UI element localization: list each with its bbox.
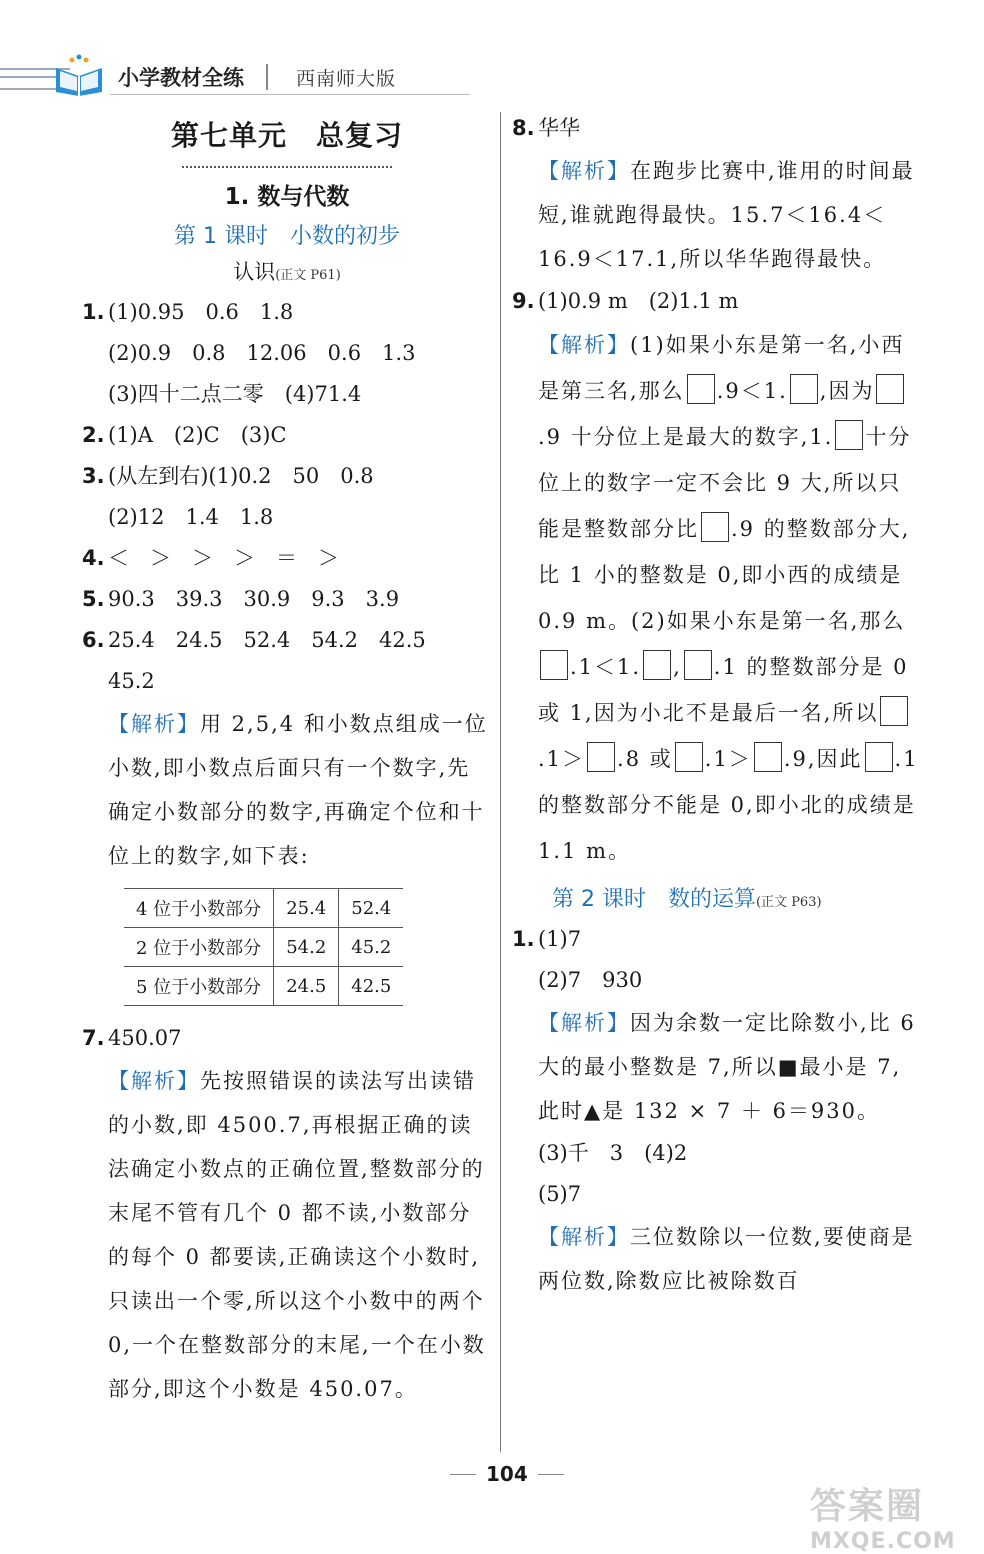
answer-line: (2)0.9 0.8 12.06 0.6 1.3: [108, 341, 416, 365]
left-column: [82, 108, 492, 1411]
q-number: 8.: [512, 116, 535, 140]
header-rule: [110, 94, 470, 95]
table-row: [124, 889, 403, 928]
analysis-text: .1 的整数部分是 0 或 1,因为小北不是最后一名,所以: [538, 655, 909, 725]
blank-box: [835, 420, 863, 450]
table-cell: 4 位于小数部分: [124, 889, 274, 928]
answer-line: (1)0.95 0.6 1.8: [108, 300, 294, 324]
answer-line: 45.2: [108, 669, 155, 693]
analysis-tag: 【解析】: [538, 1011, 630, 1035]
analysis-text: 用 2,5,4 和小数点组成一位小数,即小数点后面只有一个数字,先确定小数部分的数字,再确定个位和十位上的数字,如下表:: [108, 712, 488, 868]
book-logo-icon: [52, 54, 106, 96]
answer-line: (2)12 1.4 1.8: [108, 505, 274, 529]
right-column: [512, 108, 922, 1303]
analysis-text: 先按照错误的读法写出读错的小数,即 4500.7,再根据正确的读法确定小数点的正确位置,整数部分的末尾不管有几个 0 都不读,小数部分的每个 0 都要读,正确读这个小数时,只读出一个零,所以这个小数中的两个 0,一个在整数部分的末尾,一个在小数部分,即这个小数是 450.07。: [108, 1069, 486, 1401]
page-header: [0, 54, 470, 100]
q-number: 1.: [82, 300, 105, 324]
q-number: 4.: [82, 546, 105, 570]
analysis-tag: 【解析】: [538, 1225, 630, 1249]
analysis-text: .9 的整数部分大,比 1 小的整数是 0,即小西的成绩是 0.9 m。(2)如果小东是第一名,那么: [538, 517, 911, 633]
lesson2-question-1: [512, 919, 922, 960]
table-cell: 5 位于小数部分: [124, 967, 274, 1006]
answer-line: (1)0.9 m (2)1.1 m: [538, 289, 739, 313]
watermark-line1: 答案圈: [810, 1486, 925, 1527]
table-cell: 54.2: [274, 928, 339, 967]
table-cell: 45.2: [339, 928, 404, 967]
question-6: [82, 620, 492, 661]
analysis-text: .8 或: [617, 747, 673, 771]
table-cell: 2 位于小数部分: [124, 928, 274, 967]
analysis-text: .9＜1.: [716, 379, 788, 403]
blank-box: [643, 650, 671, 680]
question-8: [512, 108, 922, 149]
answer-line: (1)7: [538, 927, 582, 951]
blank-box: [540, 650, 568, 680]
blank-box: [675, 742, 703, 772]
q-number: 1.: [512, 927, 535, 951]
answer-line: (3)四十二点二零 (4)71.4: [108, 382, 362, 406]
answer-line: 450.07: [108, 1026, 182, 1050]
lesson-2-text: 第 2 课时 数的运算: [552, 887, 756, 912]
page-footer: [440, 1462, 574, 1486]
watermark-line2: MXQE.COM: [810, 1529, 956, 1554]
q-number: 5.: [82, 587, 105, 611]
table-cell: 25.4: [274, 889, 339, 928]
blank-box: [754, 742, 782, 772]
analysis-text: .1＞: [538, 747, 586, 771]
analysis-text: ,: [673, 655, 682, 679]
footer-dash: [538, 1474, 564, 1475]
analysis-text: 三位数除以一位数,要使商是两位数,除数应比被除数百: [538, 1225, 915, 1293]
answer-line: ＜ ＞ ＞ ＞ ＝ ＞: [108, 546, 339, 570]
q-number: 3.: [82, 464, 105, 488]
analysis-tag: 【解析】: [538, 159, 630, 183]
blank-box: [684, 650, 712, 680]
table-cell: 24.5: [274, 967, 339, 1006]
column-divider: [500, 112, 501, 1452]
answer-line: 90.3 39.3 30.9 9.3 3.9: [108, 587, 400, 611]
series-title: 小学教材全练: [118, 66, 244, 90]
blank-box: [687, 374, 715, 404]
header-separator: [266, 64, 268, 90]
question-5: [82, 579, 492, 620]
footer-dash: [450, 1474, 476, 1475]
q-number: 7.: [82, 1026, 105, 1050]
answer-line: (从左到右)(1)0.2 50 0.8: [108, 464, 374, 488]
question-7: [82, 1018, 492, 1059]
analysis-text: (1)如果小东是第一名,小西是第三名,那么: [538, 333, 905, 403]
table-row: [124, 967, 403, 1006]
answer-line: (5)7: [538, 1182, 582, 1206]
answer-line: (3)千 3 (4)2: [538, 1141, 688, 1165]
blank-box: [701, 512, 729, 542]
blank-box: [880, 696, 908, 726]
edition-label: 西南师大版: [296, 68, 397, 90]
question-9: [512, 281, 922, 322]
answer-line: 华华: [538, 116, 580, 140]
analysis-q7: [82, 1059, 492, 1411]
table-row: [124, 928, 403, 967]
analysis-tag: 【解析】: [108, 712, 200, 736]
analysis-text: 十分位上的数字一定不会比 9 大,所以只能是整数部分比: [538, 425, 912, 541]
blank-box: [790, 374, 818, 404]
question-4: [82, 538, 492, 579]
blank-box: [587, 742, 615, 772]
analysis-text: .1 的整数部分不能是 0,即小北的成绩是 1.1 m。: [538, 747, 919, 863]
answer-line: (1)A (2)C (3)C: [108, 423, 287, 447]
section-title: 1. 数与代数: [182, 166, 392, 211]
analysis-q6: [82, 702, 492, 878]
question-3: [82, 456, 492, 497]
q-number: 6.: [82, 628, 105, 652]
lesson-2-title: [512, 882, 922, 913]
page-number: 104: [486, 1462, 528, 1486]
analysis-text: .9,因此: [783, 747, 863, 771]
page-ref: (正文 P63): [755, 895, 822, 910]
lesson-sub-text: 认识: [233, 260, 276, 284]
analysis-q9: [512, 322, 922, 874]
digit-table: [124, 888, 403, 1006]
q-number: 9.: [512, 289, 535, 313]
analysis-tag: 【解析】: [108, 1069, 200, 1093]
lesson-title: 第 1 课时 小数的初步: [174, 224, 400, 249]
table-cell: 42.5: [339, 967, 404, 1006]
question-2: [82, 415, 492, 456]
analysis-tag: 【解析】: [538, 333, 630, 357]
answer-line: 25.4 24.5 52.4 54.2 42.5: [108, 628, 426, 652]
analysis-text: ,因为: [819, 379, 875, 403]
page-ref: (正文 P61): [275, 268, 341, 283]
blank-box: [865, 742, 893, 772]
blank-box: [876, 374, 904, 404]
analysis-q8: [512, 149, 922, 281]
analysis-lesson2-q1-5: [512, 1215, 922, 1303]
analysis-text: 在跑步比赛中,谁用的时间最短,谁就跑得最快。15.7＜16.4＜16.9＜17.1,所以华华跑得最快。: [538, 159, 915, 271]
watermark: [810, 1478, 956, 1554]
answer-line: (2)7 930: [538, 968, 643, 992]
unit-title: 第七单元 总复习: [170, 119, 403, 152]
lesson-subtitle: [82, 256, 492, 286]
analysis-lesson2-q1: [512, 1001, 922, 1133]
analysis-text: .1＞: [704, 747, 752, 771]
analysis-text: 因为余数一定比除数小,比 6 大的最小整数是 7,所以■最小是 7,此时▲是 132 × 7 ＋ 6＝930。: [538, 1011, 916, 1123]
analysis-text: .1＜1.: [570, 655, 642, 679]
q-number: 2.: [82, 423, 105, 447]
question-1: [82, 292, 492, 333]
table-cell: 52.4: [339, 889, 404, 928]
analysis-text: .9 十分位上是最大的数字,1.: [538, 425, 834, 449]
